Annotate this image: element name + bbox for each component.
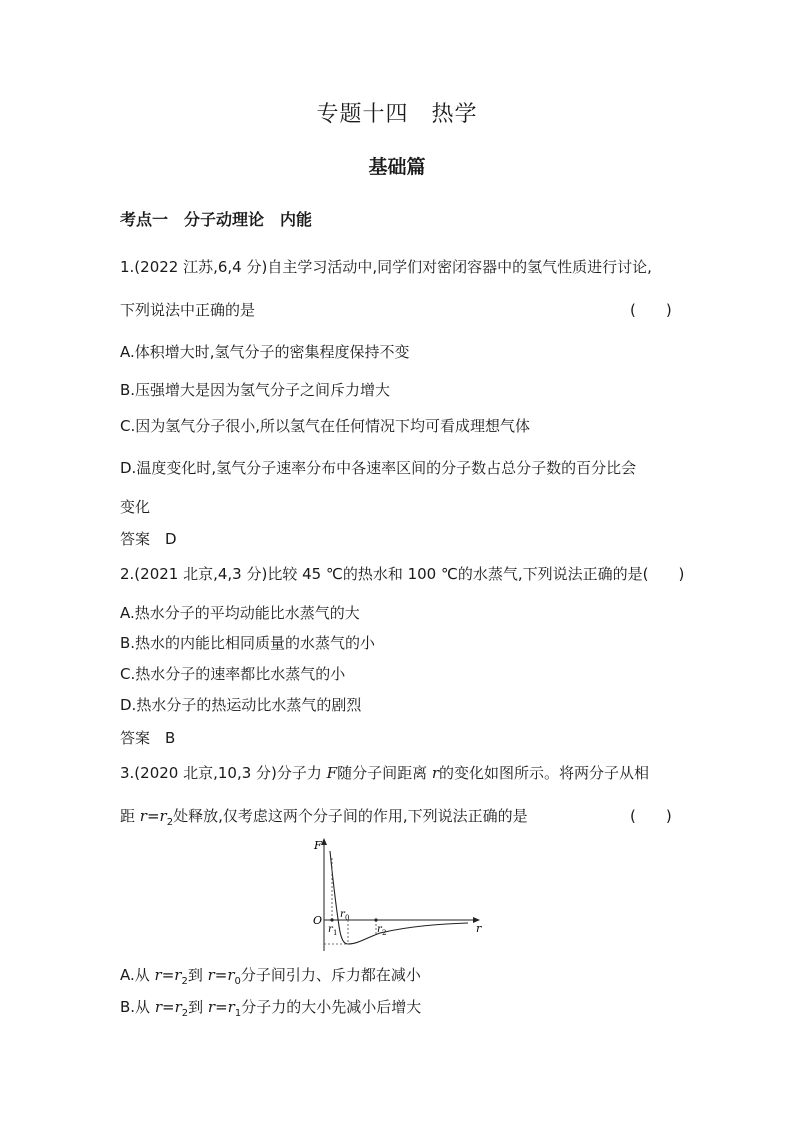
q3-stem-line2: 距 $r=r_2$处释放,仅考虑这两个分子间的作用,下列说法正确的是 xyxy=(120,807,528,828)
q1-option-a: A.体积增大时,氢气分子的密集程度保持不变 xyxy=(120,343,410,361)
q1-option-d: D.温度变化时,氢气分子速率分布中各速率区间的分子数占总分子数的百分比会 xyxy=(120,459,637,477)
force-distance-figure xyxy=(300,836,490,956)
r0-sub: 0 xyxy=(345,914,350,922)
r0-point xyxy=(330,918,333,921)
r2-sub: 2 xyxy=(382,929,387,937)
q3-option-b: B.从 $r=r_2$到 $r=r_1$分子力的大小先减小后增大 xyxy=(120,998,422,1019)
q2-answer: 答案 B xyxy=(120,729,176,747)
q2-stem: 2.(2021 北京,4,3 分)比较 45 ℃的热水和 100 ℃的水蒸气,下列说法正确的是( ) xyxy=(120,565,685,583)
r1-sub: 1 xyxy=(333,929,338,937)
q1-stem-line1: 1.(2022 江苏,6,4 分)自主学习活动中,同学们对密闭容器中的氢气性质进行讨论, xyxy=(120,258,652,276)
force-curve xyxy=(330,851,468,944)
q2-option-c: C.热水分子的速率都比水蒸气的小 xyxy=(120,665,346,683)
origin-label: O xyxy=(313,914,323,927)
q3-answer-paren: ( ) xyxy=(630,807,672,825)
q1-option-c: C.因为氢气分子很小,所以氢气在任何情况下均可看成理想气体 xyxy=(120,417,531,435)
q3-option-a: A.从 $r=r_2$到 $r=r_0$分子间引力、斥力都在减小 xyxy=(120,966,421,987)
axis-y-label: F xyxy=(314,839,322,852)
r0-label: r xyxy=(340,909,345,920)
page-subtitle: 基础篇 xyxy=(368,156,426,178)
q1-stem-line2: 下列说法中正确的是 xyxy=(120,301,256,319)
q1-answer: 答案 D xyxy=(120,530,177,548)
q1-answer-paren: ( ) xyxy=(630,301,672,319)
q1-option-b: B.压强增大是因为氢气分子之间斥力增大 xyxy=(120,381,391,399)
q2-option-a: A.热水分子的平均动能比水蒸气的大 xyxy=(120,604,360,622)
q2-option-b: B.热水的内能比相同质量的水蒸气的小 xyxy=(120,634,376,652)
q1-option-d-cont: 变化 xyxy=(120,498,151,516)
r2-label: r xyxy=(377,924,382,935)
section-heading: 考点一 分子动理论 内能 xyxy=(120,210,313,229)
figure-y-arrow xyxy=(321,838,327,845)
r1-label: r xyxy=(328,924,333,935)
page-title: 专题十四 热学 xyxy=(316,102,478,127)
q2-option-d: D.热水分子的热运动比水蒸气的剧烈 xyxy=(120,696,362,714)
axis-x-label: r xyxy=(476,922,482,935)
r2-point xyxy=(374,918,377,921)
q3-stem-line1: 3.(2020 北京,10,3 分)分子力 F随分子间距离 r的变化如图所示。将两分子从相 xyxy=(120,764,650,782)
